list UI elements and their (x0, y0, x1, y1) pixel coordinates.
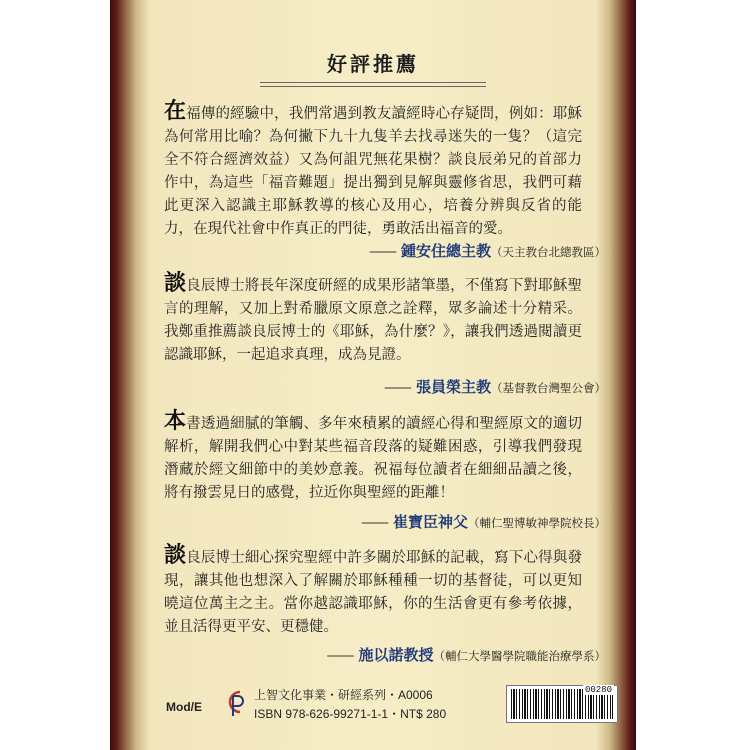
publisher-logo-icon (224, 688, 246, 718)
endorsement-body: 良辰博士細心探究聖經中許多關於耶穌的記載，寫下心得與發現，讓其他也想深入了解關於耶穌種種一切的基督徒，可以更知曉這位萬主之主。當你越認識耶穌，你的生活會更有參考依據，並且活得更平安、更穩健。 (164, 550, 582, 635)
imprint-logo: Mod/E (166, 700, 202, 714)
barcode (506, 685, 618, 723)
isbn-price-line: ISBN 978-626-99271-1-1・NT$ 280 (254, 707, 447, 721)
drop-initial: 談 (164, 542, 187, 568)
signature-dash: —— (326, 646, 353, 664)
divider-line-bottom (260, 86, 486, 87)
endorsement-body: 福傳的經驗中，我們常遇到教友讀經時心存疑問，例如：耶穌為何常用比喻？為何撇下九十九隻羊去找尋迷失的一隻？（這完全不符合經濟效益）又為何詛咒無花果樹？談良辰弟兄的首部力作中，為這些「福音難題」提出獨到見解與靈修省思，我們可藉此更深入認識主耶穌教導的核心及用心，培養分辨與反省的能力，在現代社會中作真正的門徒，勇敢活出福音的愛。 (164, 106, 582, 237)
drop-initial: 本 (164, 408, 187, 434)
publisher-footer (166, 678, 626, 726)
endorser-name: 鍾安住總主教 (400, 242, 491, 260)
endorsement-4-signature (326, 644, 606, 665)
endorser-affiliation: （輔仁聖博敏神學院校長） (468, 516, 606, 530)
signature-dash: —— (360, 513, 387, 531)
signature-dash: —— (383, 378, 410, 396)
endorsement-body: 良辰博士將長年深度研經的成果形諸筆墨，不僅寫下對耶穌聖言的理解，又加上對希臘原文原意之詮釋，眾多論述十分精采。我鄭重推薦談良辰博士的《耶穌，為什麼？》，讓我們透過閱讀更認識耶穌，一起追求真理，成為見證。 (164, 278, 582, 363)
endorsement-1-signature (369, 240, 606, 261)
title-divider (260, 82, 486, 90)
signature-dash: —— (368, 242, 395, 260)
endorsement-body: 書透過細膩的筆觸、多年來積累的讀經心得和聖經原文的適切解析，解開我們心中對某些福音段落的疑難困惑，引導我們發現潛藏於經文細節中的美妙意義。祝福每位讀者在細細品讀之後，將有撥雲見日的感覺，拉近你與聖經的距離！ (164, 416, 582, 501)
endorser-name: 施以諾教授 (358, 646, 434, 664)
endorsement-4-text (164, 544, 582, 639)
drop-initial: 在 (164, 98, 187, 124)
endorser-affiliation: （基督教台灣聖公會） (491, 381, 606, 395)
endorser-name: 張員榮主教 (415, 378, 491, 396)
endorser-affiliation: （天主教台北總教區） (491, 245, 606, 259)
drop-initial: 談 (164, 270, 187, 296)
divider-line-top (260, 82, 486, 83)
publisher-series-line: 上智文化事業・研經系列・A0006 (254, 688, 433, 702)
endorser-affiliation: （輔仁大學醫學院職能治療學系） (433, 649, 606, 663)
endorsement-3-signature (361, 511, 606, 532)
endorser-name: 崔寶臣神父 (392, 513, 468, 531)
endorsement-1-text (164, 100, 582, 241)
page-title: 好評推薦 (327, 52, 419, 76)
barcode-number: 00280 (584, 685, 612, 695)
endorsement-3-text (164, 410, 582, 505)
endorsement-2-signature (384, 376, 606, 397)
endorsement-2-text (164, 272, 582, 367)
book-back-cover (110, 0, 636, 750)
